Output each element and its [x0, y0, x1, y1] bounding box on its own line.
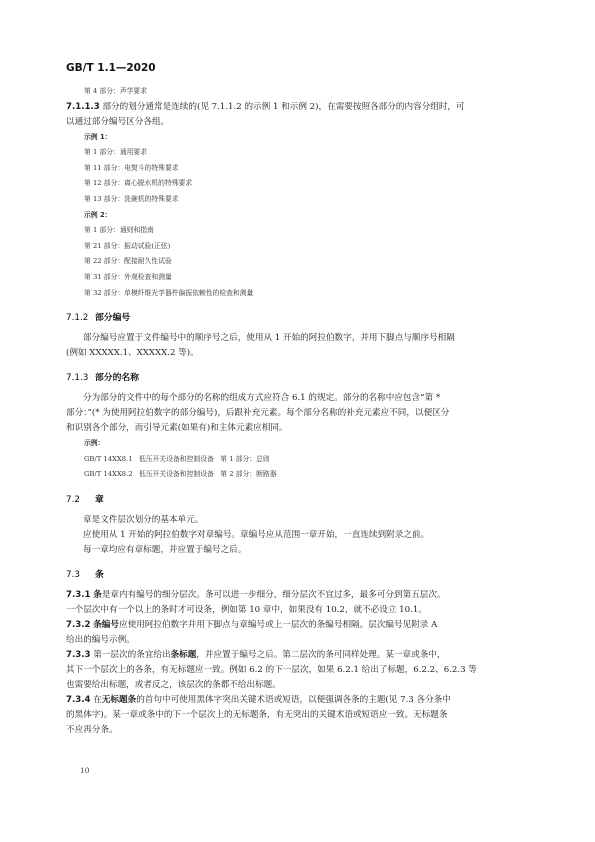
paragraph-line: ，并应置于编号之后。第二层次的条可同样处理。某一章或条中，: [196, 649, 446, 660]
paragraph-line: 也需要给出标题，或者反之，该层次的条都不给出标题。: [66, 679, 281, 690]
clause-7-3-3: [66, 648, 528, 663]
list-item: 第 22 部分：配接耐久性试验: [84, 257, 172, 266]
paragraph-line: 其下一个层次上的各条，有无标题应一致。例如 6.2 的下一层次，如果 6.2.1 给出了标题，6.2.2、6.2.3 等: [66, 664, 477, 675]
clause-7-3-2: [66, 618, 528, 633]
heading-7-3: [66, 568, 528, 582]
keyword: 无标题条: [101, 694, 137, 705]
list-item: 第 11 部分：电熨斗的特殊要求: [84, 163, 179, 172]
list-item: 第 4 部分：声学要求: [84, 87, 148, 95]
list-item: GB/T 14XX8.2 低压开关设备和控制设备 第 2 部分：断路器: [84, 470, 277, 479]
list-item: 第 13 部分：洗碗机的特殊要求: [84, 194, 179, 203]
example-title: 示例：: [84, 439, 105, 448]
heading-number: 7.1.3: [66, 373, 89, 384]
list-item: 第 12 部分：离心脱水机的特殊要求: [84, 179, 193, 188]
standard-code: GB/T 1.1—2020: [66, 62, 156, 74]
heading-title: 条: [95, 569, 104, 580]
list-item: 第 31 部分：外观检查和测量: [84, 272, 172, 281]
example-title: 示例 2：: [84, 210, 112, 219]
paragraph-line: 分为部分的文件中的每个部分的名称的组成方式应符合 6.1 的规定。部分的名称中应包含“第 *: [83, 393, 441, 404]
keyword: 条: [93, 589, 102, 600]
paragraph-line: 给出的编号示例。: [66, 634, 135, 645]
paragraph-line: 应使用阿拉伯数字并用下脚点与章编号或上一层次的条编号相隔。层次编号见附录 A: [119, 619, 438, 630]
heading-7-1-3: [66, 371, 528, 385]
list-item: 第 1 部分：通则和指南: [84, 226, 154, 235]
keyword: 条编号: [93, 619, 119, 630]
clause-number: 7.3.3: [66, 649, 91, 660]
paragraph-line: 第一层次的条宜给出: [93, 649, 171, 660]
page-content: [66, 84, 528, 738]
paragraph-line: 一个层次中有一个以上的条时才可设条，例如第 10 章中，如果没有 10.2，就不必设立 10.1。: [66, 604, 427, 615]
heading-title: 章: [95, 494, 104, 505]
list-item: 第 1 部分：通用要求: [84, 148, 148, 157]
clause-7-3-1: [66, 588, 528, 603]
paragraph-line: 是章内有编号的细分层次。条可以进一步细分，细分层次不宜过多，最多可分到第五层次。: [101, 589, 446, 600]
paragraph-line: 不应再分条。: [66, 724, 118, 735]
heading-title: 部分的名称: [95, 373, 139, 384]
heading-number: 7.1.2: [66, 313, 89, 324]
paragraph-line: 部分：”(* 为使用阿拉伯数字的部分编号)，后跟补充元素。每个部分名称的补充元素应不同，以便区分: [66, 408, 450, 419]
paragraph-line: 在: [93, 694, 102, 705]
paragraph-line: 每一章均应有章标题，并应置于编号之后。: [83, 544, 247, 555]
clause-number: 7.3.4: [66, 694, 91, 705]
paragraph-line: 部分的划分通常是连续的(见 7.1.1.2 的示例 1 和示例 2)，在需要按照各部分的内容分组时，可: [102, 101, 465, 112]
list-item: 第 21 部分：振动试验(正弦): [84, 241, 171, 250]
clause-number: 7.1.1.3: [66, 101, 100, 112]
heading-title: 部分编号: [95, 313, 131, 324]
list-item: 第 32 部分：单模纤维光学器件偏振依赖性的检查和测量: [84, 288, 254, 297]
paragraph-line: 应使用从 1 开始的阿拉伯数字对章编号。章编号应从范围一章开始，一直连续到附录之前。: [83, 529, 430, 540]
paragraph-line: (例如 XXXXX.1、XXXXX.2 等)。: [66, 348, 199, 359]
paragraph-line: 部分编号应置于文件编号中的顺序号之后，使用从 1 开始的阿拉伯数字，并用下脚点与顺序号相隔: [83, 333, 455, 344]
list-item: GB/T 14XX8.1 低压开关设备和控制设备 第 1 部分：总则: [84, 454, 270, 463]
paragraph-line: 的首句中可使用黑体字突出关键术语或短语，以便强调各条的主题(见 7.3 各分条中: [136, 694, 451, 705]
heading-number: 7.3: [66, 569, 80, 580]
paragraph-line: 章是文件层次划分的基本单元。: [83, 514, 204, 525]
clause-number: 7.3.2: [66, 619, 91, 630]
keyword: 条标题: [170, 649, 197, 660]
page-number: 10: [80, 766, 90, 775]
heading-7-2: [66, 493, 528, 507]
paragraph-line: 的黑体字)。某一章或条中的下一个层次上的无标题条，有无突出的关键术语或短语应一致。无标题条: [66, 709, 448, 720]
paragraph-line: 和识别各个部分，而引导元素(如果有)和主体元素应相同。: [66, 423, 288, 434]
heading-7-1-2: [66, 311, 528, 325]
clause-7-3-4: [66, 693, 528, 708]
clause-7-1-1-3: [66, 100, 528, 115]
clause-number: 7.3.1: [66, 589, 91, 600]
example-title: 示例 1：: [84, 132, 112, 141]
paragraph-line: 以通过部分编号区分各组。: [66, 116, 170, 127]
heading-number: 7.2: [66, 494, 80, 505]
